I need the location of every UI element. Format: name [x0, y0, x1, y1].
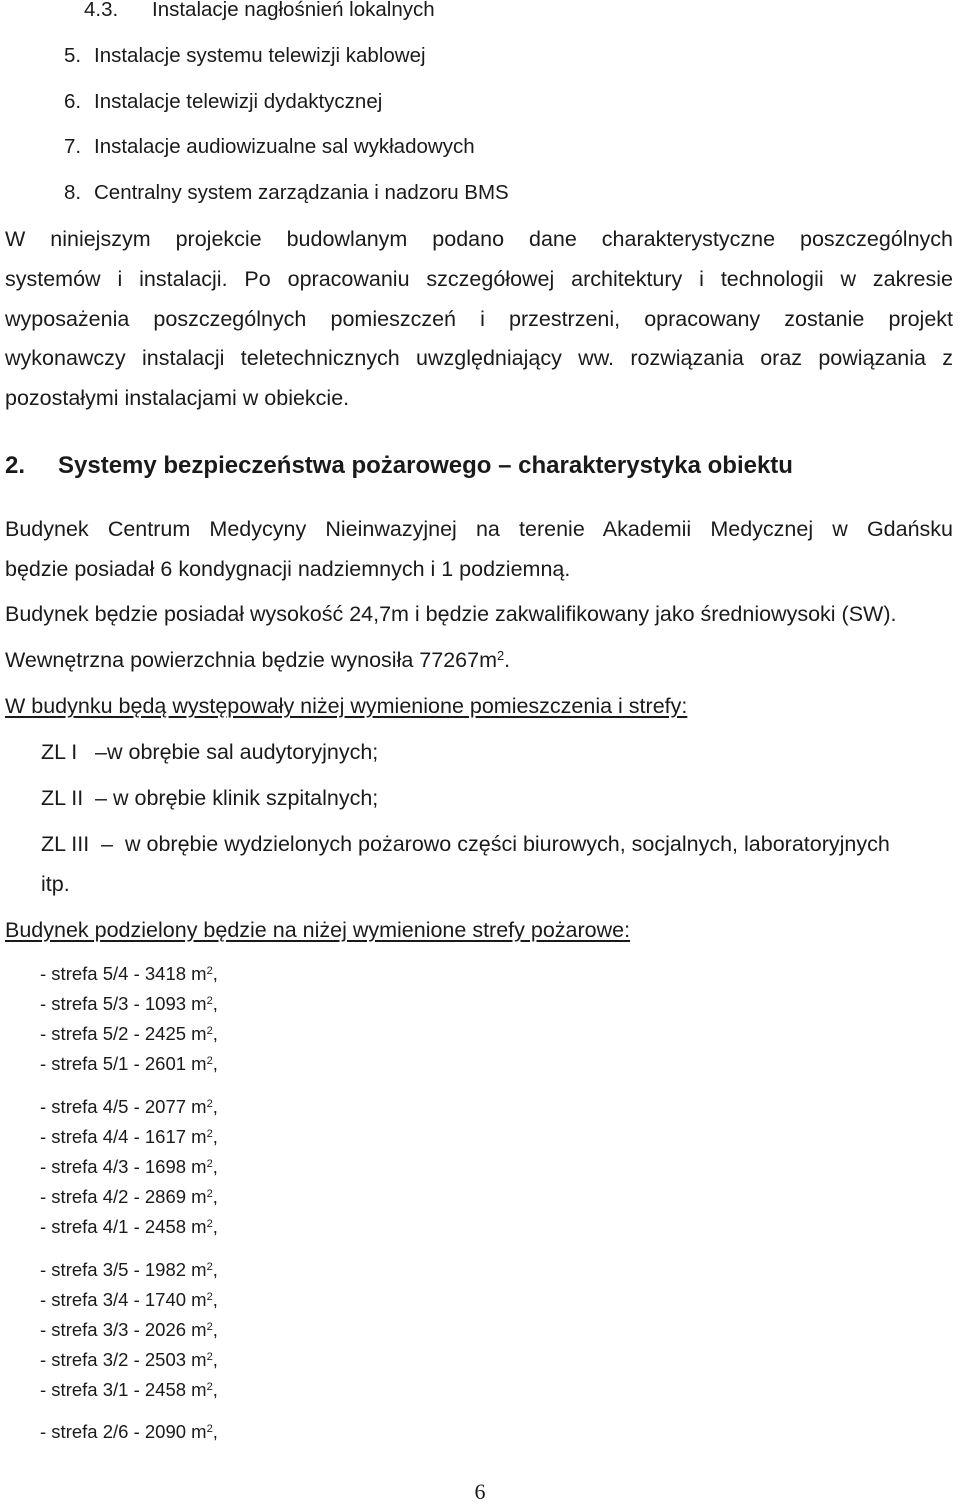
zl-item: [41, 785, 379, 811]
toc-item-title: Instalacje telewizji dydaktycznej: [94, 90, 383, 113]
area-text: Wewnętrzna powierzchnia będzie wynosiła 77267m: [5, 648, 497, 672]
building-line: Budynek będzie posiadał wysokość 24,7m i będzie zakwalifikowany jako średniowysoki (SW).: [5, 602, 897, 626]
page-number: 6: [474, 1479, 486, 1504]
toc-item-number: 7.: [64, 135, 82, 158]
zone-item: - strefa 3/3 - 2026 $m^2$,: [40, 1319, 218, 1340]
zl-item: [41, 739, 379, 765]
zone-item: - strefa 5/1 - 2601 $m^2$,: [40, 1053, 218, 1074]
toc-item: [84, 0, 435, 23]
zones-heading: Budynek podzielony będzie na niżej wymienione strefy pożarowe:: [5, 918, 631, 942]
building-line: [5, 647, 510, 673]
zl-text: w obrębie wydzielonych pożarowo części biurowych, socjalnych, laboratoryjnych: [125, 832, 890, 856]
intro-line: pozostałymi instalacjami w obiekcie.: [5, 386, 350, 410]
rooms-heading: W budynku będą występowały niżej wymienione pomieszczenia i strefy:: [5, 694, 688, 718]
zl-text: w obrębie klinik szpitalnych;: [113, 786, 379, 810]
zone-item: - strefa 5/2 - 2425 $m^2$,: [40, 1023, 218, 1044]
zl-code: ZL I: [41, 740, 78, 764]
area-tail: .: [504, 648, 511, 672]
toc-item: [64, 89, 383, 115]
toc-item-number: 4.3.: [84, 0, 119, 21]
zone-item: - strefa 3/2 - 2503 $m^2$,: [40, 1349, 218, 1370]
toc-item-title: Instalacje audiowizualne sal wykładowych: [94, 135, 475, 158]
zl-item: [41, 831, 890, 857]
zl-code: ZL III: [41, 832, 90, 856]
area-superscript: 2: [496, 647, 505, 663]
building-line: Budynek Centrum Medycyny Nieinwazyjnej na terenie Akademii Medycznej w Gdańsku: [5, 517, 953, 541]
intro-line: W niniejszym projekcie budowlanym podano dane charakterystyczne poszczególnych: [5, 227, 953, 251]
zone-item: - strefa 5/4 - 3418 $m^2$,: [40, 963, 218, 984]
zl-dash: –: [101, 832, 113, 856]
zone-item: - strefa 3/5 - 1982 $m^2$,: [40, 1259, 218, 1280]
intro-line: systemów i instalacji. Po opracowaniu szczegółowej architektury i technologii w zakresie: [5, 267, 953, 291]
building-line: będzie posiadał 6 kondygnacji nadziemnych i 1 podziemną.: [5, 557, 571, 581]
zone-item: - strefa 4/2 - 2869 $m^2$,: [40, 1186, 218, 1207]
section-title: Systemy bezpieczeństwa pożarowego – charakterystyka obiektu: [58, 452, 793, 479]
zl-continuation: itp.: [41, 872, 70, 896]
zl-code: ZL II: [41, 786, 84, 810]
toc-item: [64, 180, 509, 206]
intro-line: wykonawczy instalacji teletechnicznych uwzględniający ww. rozwiązania oraz powiązania z: [5, 346, 953, 370]
zone-item: - strefa 4/5 - 2077 $m^2$,: [40, 1096, 218, 1117]
toc-item-title: Instalacje nagłośnień lokalnych: [152, 0, 435, 21]
toc-item: [64, 43, 426, 69]
intro-line: wyposażenia poszczególnych pomieszczeń i przestrzeni, opracowany zostanie projekt: [5, 307, 953, 331]
section-heading: [5, 451, 793, 481]
zone-item: - strefa 4/4 - 1617 $m^2$,: [40, 1126, 218, 1147]
toc-item-title: Instalacje systemu telewizji kablowej: [94, 44, 426, 67]
zone-item: - strefa 4/3 - 1698 $m^2$,: [40, 1156, 218, 1177]
toc-item: [64, 134, 475, 160]
zone-item: - strefa 4/1 - 2458 $m^2$,: [40, 1216, 218, 1237]
zone-item: - strefa 3/1 - 2458 $m^2$,: [40, 1379, 218, 1400]
toc-item-number: 8.: [64, 181, 82, 204]
zl-dash: –: [95, 786, 107, 810]
zl-text: w obrębie sal audytoryjnych;: [107, 740, 379, 764]
toc-item-number: 6.: [64, 90, 82, 113]
zone-item: - strefa 5/3 - 1093 $m^2$,: [40, 993, 218, 1014]
zone-item: - strefa 3/4 - 1740 $m^2$,: [40, 1289, 218, 1310]
zone-item: - strefa 2/6 - 2090 $m^2$,: [40, 1421, 218, 1442]
toc-item-title: Centralny system zarządzania i nadzoru BMS: [94, 181, 509, 204]
toc-item-number: 5.: [64, 44, 82, 67]
section-number: 2.: [5, 452, 26, 479]
zl-dash: –: [95, 740, 107, 764]
